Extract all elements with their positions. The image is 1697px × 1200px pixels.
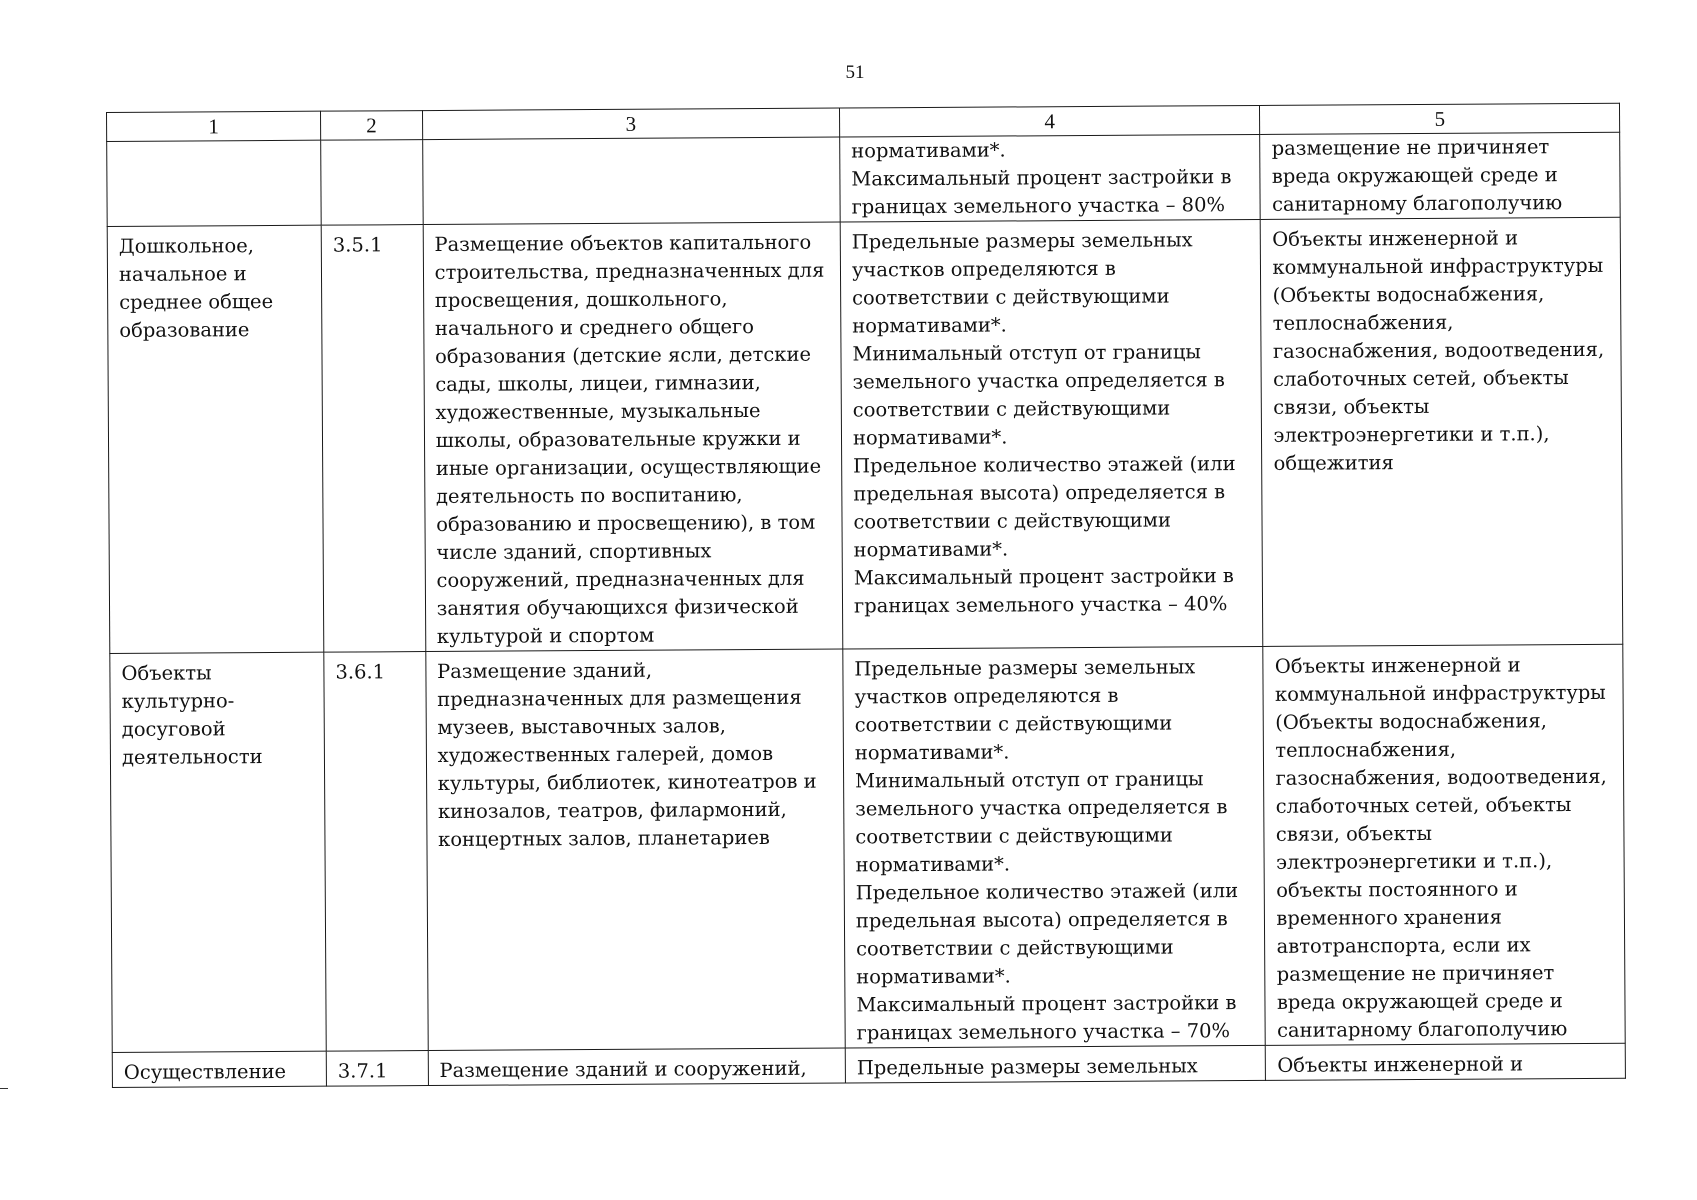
row-3-code: 3.7.1 <box>326 1051 428 1087</box>
row-1-auxiliary: Объекты инженерной и коммунальной инфраструктуры (Объекты водоснабжения, теплоснабжения, газоснабжения, водоотведения, слаботочных сетей, объекты связи, объекты электроэнергетики и т.п.), общежития <box>1261 217 1623 646</box>
column-header-3: 3 <box>422 108 839 140</box>
row-0-parameters: нормативами*. Максимальный процент застройки в границах земельного участка – 80% <box>840 134 1261 222</box>
row-2-use-type: Объекты культурно-досуговой деятельности <box>110 652 326 1052</box>
document-sheet <box>106 103 1626 1088</box>
row-1-parameters: Предельные размеры земельных участков определяются в соответствии с действующими нормативами*. Минимальный отступ от границы земельного участка определяется в соответствии с действующими нормативами*. Предельное количество этажей (или предельная высота) определяется в соответствии с действующими нормативами*. Максимальный процент застройки в границах земельного участка – 40% <box>840 219 1263 649</box>
row-3-parameters: Предельные размеры земельных <box>845 1045 1266 1083</box>
column-header-4: 4 <box>839 105 1260 137</box>
row-0-code <box>321 140 423 226</box>
row-3-description: Размещение зданий и сооружений, <box>428 1048 846 1086</box>
row-0-description <box>422 137 840 225</box>
row-1-code: 3.5.1 <box>321 225 425 653</box>
table-row <box>110 644 1625 1052</box>
page-number: 51 <box>845 62 865 83</box>
table-row <box>107 217 1623 653</box>
table-row <box>107 132 1620 226</box>
row-2-description: Размещение зданий, предназначенных для размещения музеев, выставочных залов, художественных галерей, домов культуры, библиотек, кинотеатров и кинозалов, театров, филармоний, концертных залов, планетариев <box>425 649 845 1051</box>
row-0-use-type <box>107 140 322 226</box>
land-use-table <box>106 103 1626 1088</box>
row-2-parameters: Предельные размеры земельных участков определяются в соответствии с действующими нормативами*. Минимальный отступ от границы земельного участка определяется в соответствии с действующими нормативами*. Предельное количество этажей (или предельная высота) определяется в соответствии с действующими нормативами*. Максимальный процент застройки в границах земельного участка – 70% <box>843 646 1266 1048</box>
row-3-use-type: Осуществление <box>112 1051 326 1087</box>
row-1-description: Размещение объектов капитального строительства, предназначенных для просвещения, дошкольного, начального и среднего общего образования (детские ясли, детские сады, школы, лицеи, гимназии, художественные, музыкальные школы, образовательные кружки и иные организации, осуществляющие деятельность по воспитанию, образованию и просвещению), в том числе зданий, спортивных сооружений, предназначенных для занятия обучающихся физической культурой и спортом <box>423 222 843 652</box>
row-0-auxiliary: размещение не причиняет вреда окружающей среде и санитарному благополучию <box>1260 132 1620 219</box>
column-header-2: 2 <box>320 111 422 141</box>
row-2-code: 3.6.1 <box>324 652 428 1052</box>
row-2-auxiliary: Объекты инженерной и коммунальной инфраструктуры (Объекты водоснабжения, теплоснабжения, газоснабжения, водоотведения, слаботочных сетей, объекты связи, объекты электроэнергетики и т.п.), объекты постоянного и временного хранения автотранспорта, если их размещение не причиняет вреда окружающей среде и санитарному благополучию <box>1263 644 1625 1045</box>
column-header-5: 5 <box>1260 103 1620 134</box>
row-1-use-type: Дошкольное, начальное и среднее общее образование <box>107 225 324 653</box>
margin-mark <box>0 1088 8 1089</box>
column-header-1: 1 <box>107 111 321 141</box>
row-3-auxiliary: Объекты инженерной и <box>1266 1043 1626 1080</box>
